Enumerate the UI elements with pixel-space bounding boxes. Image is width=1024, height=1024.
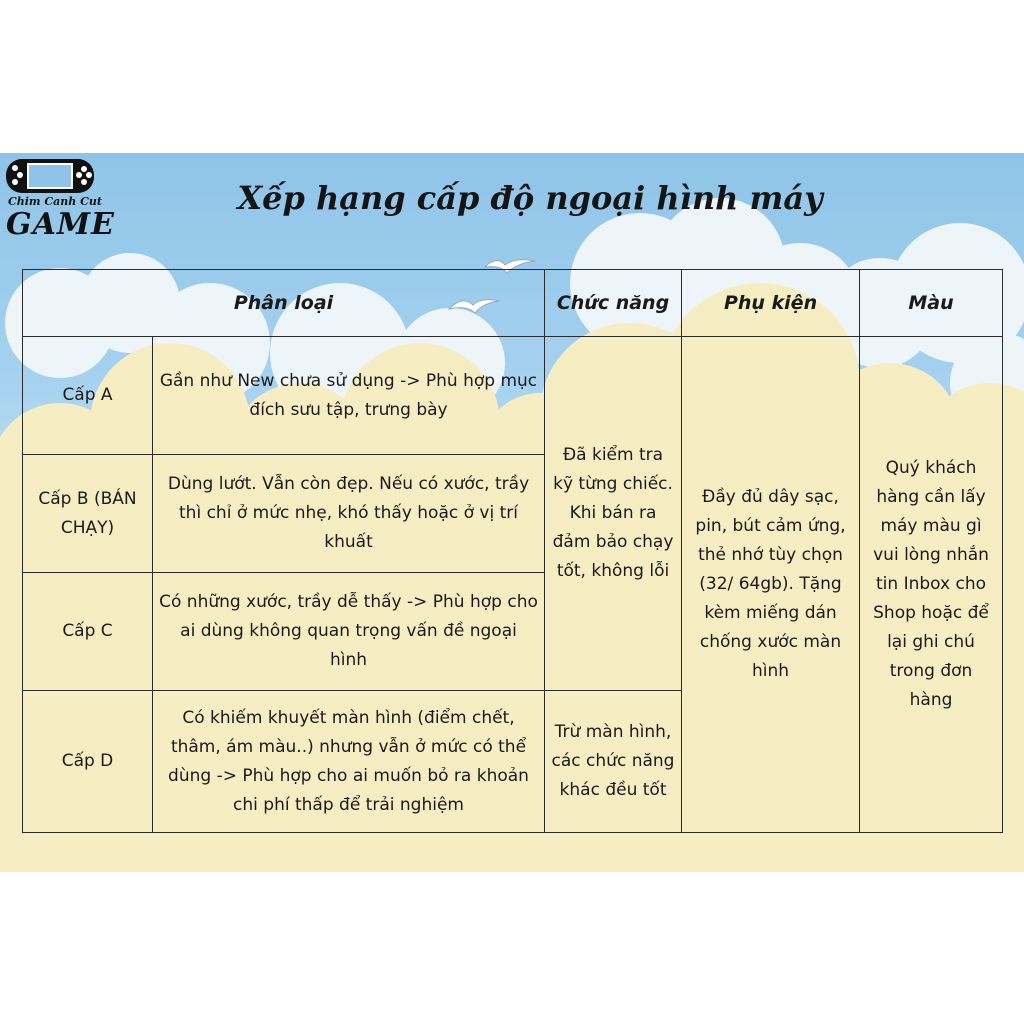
grade-table	[22, 269, 1003, 833]
table-row	[23, 337, 1003, 455]
handheld-console-icon	[4, 155, 100, 195]
function-cell: Đã kiểm tra kỹ từng chiếc. Khi bán ra đảm bảo chạy tốt, không lỗi	[545, 337, 682, 691]
table-header-row	[23, 270, 1003, 337]
grade-cell: Cấp D	[23, 691, 153, 833]
banner	[0, 153, 1024, 872]
logo	[4, 155, 115, 245]
grade-cell: Cấp A	[23, 337, 153, 455]
description-cell: Có những xước, trầy dễ thấy -> Phù hợp cho ai dùng không quan trọng vấn đề ngoại hình	[153, 573, 545, 691]
header-accessories: Phụ kiện	[682, 270, 860, 337]
logo-subtitle: Chim Canh Cut	[8, 195, 102, 208]
header-color: Màu	[860, 270, 1003, 337]
description-cell: Dùng lướt. Vẫn còn đẹp. Nếu có xước, trầy thì chỉ ở mức nhẹ, khó thấy hoặc ở vị trí khuất	[153, 455, 545, 573]
page-title: Xếp hạng cấp độ ngoại hình máy	[237, 179, 823, 217]
header-classification: Phân loại	[23, 270, 545, 337]
accessories-cell: Đầy đủ dây sạc, pin, bút cảm ứng, thẻ nhớ tùy chọn (32/ 64gb). Tặng kèm miếng dán chống xước màn hình	[682, 337, 860, 833]
logo-name: GAME	[6, 207, 115, 242]
function-cell-d: Trừ màn hình, các chức năng khác đều tốt	[545, 691, 682, 833]
description-cell: Gần như New chưa sử dụng -> Phù hợp mục đích sưu tập, trưng bày	[153, 337, 545, 455]
description-cell: Có khiếm khuyết màn hình (điểm chết, thâm, ám màu..) nhưng vẫn ở mức có thể dùng -> Phù hợp cho ai muốn bỏ ra khoản chi phí thấp để trải nghiệm	[153, 691, 545, 833]
color-cell: Quý khách hàng cần lấy máy màu gì vui lòng nhắn tin Inbox cho Shop hoặc để lại ghi chú trong đơn hàng	[860, 337, 1003, 833]
grade-cell: Cấp B (BÁN CHẠY)	[23, 455, 153, 573]
header-function: Chức năng	[545, 270, 682, 337]
grade-cell: Cấp C	[23, 573, 153, 691]
